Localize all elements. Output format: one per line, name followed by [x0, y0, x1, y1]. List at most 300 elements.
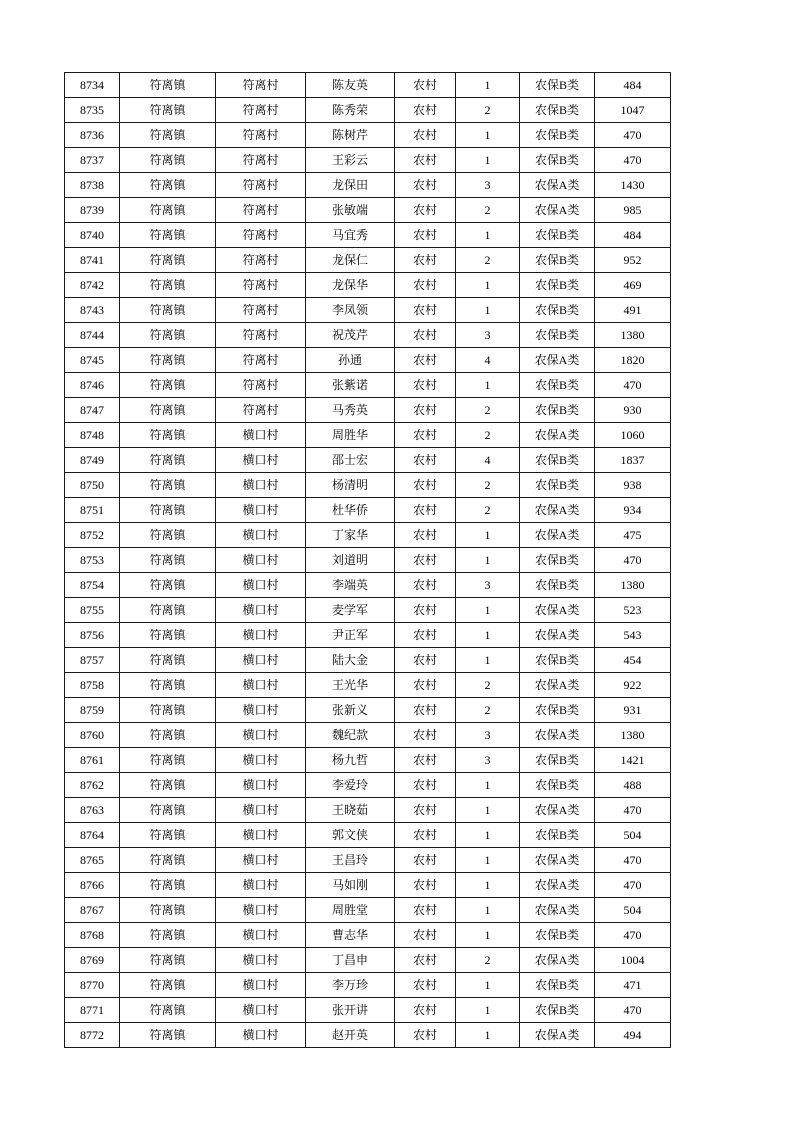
cell-town: 符离镇: [120, 498, 216, 523]
cell-village: 符离村: [216, 123, 306, 148]
cell-insurance-category: 农保B类: [520, 973, 595, 998]
cell-town: 符离镇: [120, 748, 216, 773]
cell-insurance-category: 农保A类: [520, 173, 595, 198]
cell-residence-type: 农村: [395, 173, 456, 198]
cell-person-count: 2: [456, 423, 520, 448]
table-row: [65, 748, 671, 773]
cell-amount: 470: [595, 123, 671, 148]
cell-town: 符离镇: [120, 623, 216, 648]
cell-residence-type: 农村: [395, 373, 456, 398]
cell-amount: 469: [595, 273, 671, 298]
cell-id: 8769: [65, 948, 120, 973]
cell-id: 8757: [65, 648, 120, 673]
cell-residence-type: 农村: [395, 823, 456, 848]
cell-id: 8742: [65, 273, 120, 298]
cell-id: 8747: [65, 398, 120, 423]
cell-village: 横口村: [216, 798, 306, 823]
cell-name: 孙通: [306, 348, 395, 373]
cell-id: 8758: [65, 673, 120, 698]
cell-id: 8764: [65, 823, 120, 848]
cell-id: 8749: [65, 448, 120, 473]
cell-village: 符离村: [216, 173, 306, 198]
cell-amount: 1430: [595, 173, 671, 198]
cell-town: 符离镇: [120, 423, 216, 448]
cell-amount: 543: [595, 623, 671, 648]
cell-name: 李爱玲: [306, 773, 395, 798]
cell-residence-type: 农村: [395, 998, 456, 1023]
cell-name: 张新义: [306, 698, 395, 723]
cell-town: 符离镇: [120, 573, 216, 598]
cell-amount: 494: [595, 1023, 671, 1048]
cell-amount: 1060: [595, 423, 671, 448]
cell-amount: 504: [595, 898, 671, 923]
cell-village: 横口村: [216, 998, 306, 1023]
cell-town: 符离镇: [120, 173, 216, 198]
cell-amount: 985: [595, 198, 671, 223]
cell-name: 麦学军: [306, 598, 395, 623]
cell-id: 8737: [65, 148, 120, 173]
cell-person-count: 3: [456, 748, 520, 773]
cell-name: 陈友英: [306, 73, 395, 98]
cell-id: 8760: [65, 723, 120, 748]
table-row: [65, 373, 671, 398]
cell-town: 符离镇: [120, 248, 216, 273]
cell-name: 丁昌申: [306, 948, 395, 973]
cell-town: 符离镇: [120, 398, 216, 423]
cell-residence-type: 农村: [395, 348, 456, 373]
cell-residence-type: 农村: [395, 948, 456, 973]
cell-insurance-category: 农保A类: [520, 523, 595, 548]
cell-village: 符离村: [216, 323, 306, 348]
cell-insurance-category: 农保B类: [520, 548, 595, 573]
cell-person-count: 4: [456, 448, 520, 473]
cell-id: 8768: [65, 923, 120, 948]
cell-amount: 470: [595, 873, 671, 898]
cell-person-count: 1: [456, 823, 520, 848]
table-row: [65, 573, 671, 598]
cell-residence-type: 农村: [395, 798, 456, 823]
cell-residence-type: 农村: [395, 423, 456, 448]
cell-insurance-category: 农保B类: [520, 323, 595, 348]
cell-insurance-category: 农保B类: [520, 398, 595, 423]
cell-id: 8771: [65, 998, 120, 1023]
cell-id: 8738: [65, 173, 120, 198]
cell-town: 符离镇: [120, 773, 216, 798]
cell-person-count: 3: [456, 173, 520, 198]
cell-id: 8734: [65, 73, 120, 98]
cell-amount: 491: [595, 298, 671, 323]
table-row: [65, 148, 671, 173]
cell-residence-type: 农村: [395, 448, 456, 473]
cell-name: 陆大金: [306, 648, 395, 673]
cell-village: 横口村: [216, 698, 306, 723]
table-row: [65, 273, 671, 298]
cell-insurance-category: 农保B类: [520, 98, 595, 123]
cell-name: 邵士宏: [306, 448, 395, 473]
table-row: [65, 673, 671, 698]
cell-village: 横口村: [216, 423, 306, 448]
cell-name: 尹正军: [306, 623, 395, 648]
cell-village: 符离村: [216, 73, 306, 98]
cell-residence-type: 农村: [395, 873, 456, 898]
cell-amount: 471: [595, 973, 671, 998]
cell-residence-type: 农村: [395, 498, 456, 523]
cell-id: 8743: [65, 298, 120, 323]
cell-insurance-category: 农保A类: [520, 423, 595, 448]
cell-town: 符离镇: [120, 298, 216, 323]
cell-insurance-category: 农保B类: [520, 698, 595, 723]
cell-amount: 470: [595, 548, 671, 573]
table-row: [65, 323, 671, 348]
cell-id: 8753: [65, 548, 120, 573]
cell-person-count: 1: [456, 523, 520, 548]
cell-residence-type: 农村: [395, 973, 456, 998]
cell-town: 符离镇: [120, 373, 216, 398]
cell-residence-type: 农村: [395, 298, 456, 323]
cell-residence-type: 农村: [395, 523, 456, 548]
cell-town: 符离镇: [120, 798, 216, 823]
cell-person-count: 3: [456, 323, 520, 348]
cell-id: 8735: [65, 98, 120, 123]
cell-insurance-category: 农保A类: [520, 848, 595, 873]
cell-amount: 470: [595, 798, 671, 823]
cell-village: 符离村: [216, 148, 306, 173]
cell-amount: 470: [595, 148, 671, 173]
cell-town: 符离镇: [120, 523, 216, 548]
cell-person-count: 2: [456, 473, 520, 498]
cell-amount: 1421: [595, 748, 671, 773]
cell-name: 杜华侨: [306, 498, 395, 523]
cell-person-count: 2: [456, 948, 520, 973]
cell-town: 符离镇: [120, 198, 216, 223]
cell-person-count: 4: [456, 348, 520, 373]
table-row: [65, 548, 671, 573]
cell-id: 8762: [65, 773, 120, 798]
cell-town: 符离镇: [120, 998, 216, 1023]
cell-insurance-category: 农保A类: [520, 898, 595, 923]
cell-town: 符离镇: [120, 723, 216, 748]
table-row: [65, 523, 671, 548]
cell-insurance-category: 农保B类: [520, 748, 595, 773]
cell-residence-type: 农村: [395, 473, 456, 498]
cell-amount: 470: [595, 373, 671, 398]
cell-id: 8745: [65, 348, 120, 373]
cell-insurance-category: 农保B类: [520, 648, 595, 673]
cell-name: 丁家华: [306, 523, 395, 548]
cell-residence-type: 农村: [395, 98, 456, 123]
cell-id: 8767: [65, 898, 120, 923]
cell-person-count: 1: [456, 273, 520, 298]
cell-id: 8755: [65, 598, 120, 623]
cell-person-count: 1: [456, 298, 520, 323]
cell-person-count: 1: [456, 148, 520, 173]
cell-id: 8772: [65, 1023, 120, 1048]
table-row: [65, 73, 671, 98]
cell-town: 符离镇: [120, 98, 216, 123]
cell-amount: 1380: [595, 323, 671, 348]
table-row: [65, 473, 671, 498]
cell-id: 8751: [65, 498, 120, 523]
cell-town: 符离镇: [120, 848, 216, 873]
cell-town: 符离镇: [120, 648, 216, 673]
cell-residence-type: 农村: [395, 248, 456, 273]
cell-insurance-category: 农保B类: [520, 448, 595, 473]
table-row: [65, 248, 671, 273]
cell-residence-type: 农村: [395, 623, 456, 648]
cell-town: 符离镇: [120, 598, 216, 623]
cell-village: 横口村: [216, 598, 306, 623]
cell-insurance-category: 农保B类: [520, 123, 595, 148]
cell-village: 符离村: [216, 248, 306, 273]
cell-amount: 931: [595, 698, 671, 723]
cell-insurance-category: 农保A类: [520, 1023, 595, 1048]
cell-residence-type: 农村: [395, 148, 456, 173]
table-row: [65, 1023, 671, 1048]
cell-name: 马秀英: [306, 398, 395, 423]
cell-village: 横口村: [216, 548, 306, 573]
cell-name: 王光华: [306, 673, 395, 698]
cell-person-count: 2: [456, 398, 520, 423]
cell-person-count: 1: [456, 998, 520, 1023]
cell-person-count: 1: [456, 848, 520, 873]
cell-id: 8754: [65, 573, 120, 598]
table-row: [65, 298, 671, 323]
table-row: [65, 648, 671, 673]
cell-name: 刘道明: [306, 548, 395, 573]
cell-village: 横口村: [216, 748, 306, 773]
cell-residence-type: 农村: [395, 898, 456, 923]
cell-town: 符离镇: [120, 823, 216, 848]
table-row: [65, 423, 671, 448]
cell-village: 横口村: [216, 623, 306, 648]
table-row: [65, 798, 671, 823]
cell-insurance-category: 农保B类: [520, 998, 595, 1023]
cell-amount: 454: [595, 648, 671, 673]
cell-town: 符离镇: [120, 348, 216, 373]
cell-residence-type: 农村: [395, 573, 456, 598]
cell-person-count: 1: [456, 973, 520, 998]
cell-name: 魏纪款: [306, 723, 395, 748]
table-row: [65, 498, 671, 523]
cell-residence-type: 农村: [395, 123, 456, 148]
cell-town: 符离镇: [120, 948, 216, 973]
cell-person-count: 2: [456, 198, 520, 223]
cell-village: 横口村: [216, 673, 306, 698]
table-row: [65, 898, 671, 923]
cell-insurance-category: 农保A类: [520, 673, 595, 698]
cell-insurance-category: 农保B类: [520, 148, 595, 173]
cell-town: 符离镇: [120, 123, 216, 148]
cell-name: 张紫诺: [306, 373, 395, 398]
records-table-body: [65, 73, 671, 1048]
cell-amount: 1380: [595, 573, 671, 598]
cell-person-count: 1: [456, 223, 520, 248]
cell-residence-type: 农村: [395, 673, 456, 698]
cell-name: 祝茂芹: [306, 323, 395, 348]
cell-town: 符离镇: [120, 73, 216, 98]
cell-person-count: 2: [456, 98, 520, 123]
cell-residence-type: 农村: [395, 198, 456, 223]
cell-insurance-category: 农保B类: [520, 473, 595, 498]
cell-residence-type: 农村: [395, 273, 456, 298]
cell-village: 横口村: [216, 498, 306, 523]
cell-name: 王昌玲: [306, 848, 395, 873]
cell-person-count: 1: [456, 898, 520, 923]
cell-village: 横口村: [216, 923, 306, 948]
cell-village: 符离村: [216, 223, 306, 248]
cell-amount: 934: [595, 498, 671, 523]
cell-person-count: 1: [456, 923, 520, 948]
table-row: [65, 598, 671, 623]
cell-amount: 1380: [595, 723, 671, 748]
cell-town: 符离镇: [120, 448, 216, 473]
cell-village: 横口村: [216, 898, 306, 923]
cell-name: 龙保仁: [306, 248, 395, 273]
cell-name: 赵开英: [306, 1023, 395, 1048]
cell-village: 横口村: [216, 848, 306, 873]
cell-id: 8763: [65, 798, 120, 823]
cell-town: 符离镇: [120, 273, 216, 298]
table-row: [65, 973, 671, 998]
cell-name: 曹志华: [306, 923, 395, 948]
cell-person-count: 1: [456, 123, 520, 148]
cell-id: 8765: [65, 848, 120, 873]
cell-insurance-category: 农保B类: [520, 248, 595, 273]
cell-insurance-category: 农保A类: [520, 598, 595, 623]
cell-town: 符离镇: [120, 873, 216, 898]
table-row: [65, 698, 671, 723]
cell-amount: 484: [595, 223, 671, 248]
cell-insurance-category: 农保B类: [520, 73, 595, 98]
cell-village: 符离村: [216, 98, 306, 123]
cell-village: 横口村: [216, 648, 306, 673]
cell-insurance-category: 农保A类: [520, 873, 595, 898]
cell-town: 符离镇: [120, 1023, 216, 1048]
cell-amount: 504: [595, 823, 671, 848]
table-row: [65, 123, 671, 148]
cell-amount: 523: [595, 598, 671, 623]
cell-amount: 1047: [595, 98, 671, 123]
cell-insurance-category: 农保B类: [520, 823, 595, 848]
table-row: [65, 948, 671, 973]
cell-id: 8750: [65, 473, 120, 498]
cell-id: 8739: [65, 198, 120, 223]
cell-amount: 470: [595, 848, 671, 873]
cell-amount: 1837: [595, 448, 671, 473]
cell-insurance-category: 农保A类: [520, 623, 595, 648]
cell-name: 郭文侠: [306, 823, 395, 848]
cell-residence-type: 农村: [395, 773, 456, 798]
cell-insurance-category: 农保A类: [520, 723, 595, 748]
cell-village: 横口村: [216, 1023, 306, 1048]
records-table: [64, 72, 671, 1048]
table-row: [65, 98, 671, 123]
cell-amount: 922: [595, 673, 671, 698]
cell-insurance-category: 农保B类: [520, 573, 595, 598]
cell-person-count: 1: [456, 373, 520, 398]
cell-person-count: 2: [456, 248, 520, 273]
cell-town: 符离镇: [120, 898, 216, 923]
cell-village: 符离村: [216, 273, 306, 298]
cell-person-count: 1: [456, 798, 520, 823]
cell-amount: 952: [595, 248, 671, 273]
cell-name: 马宜秀: [306, 223, 395, 248]
cell-village: 横口村: [216, 823, 306, 848]
cell-person-count: 3: [456, 723, 520, 748]
cell-town: 符离镇: [120, 323, 216, 348]
cell-id: 8748: [65, 423, 120, 448]
cell-id: 8756: [65, 623, 120, 648]
cell-village: 横口村: [216, 873, 306, 898]
cell-insurance-category: 农保B类: [520, 298, 595, 323]
cell-town: 符离镇: [120, 923, 216, 948]
cell-residence-type: 农村: [395, 598, 456, 623]
cell-residence-type: 农村: [395, 698, 456, 723]
cell-person-count: 2: [456, 498, 520, 523]
cell-amount: 470: [595, 923, 671, 948]
cell-insurance-category: 农保B类: [520, 373, 595, 398]
cell-name: 周胜华: [306, 423, 395, 448]
cell-insurance-category: 农保B类: [520, 923, 595, 948]
cell-village: 符离村: [216, 198, 306, 223]
table-row: [65, 873, 671, 898]
cell-person-count: 1: [456, 73, 520, 98]
cell-person-count: 1: [456, 648, 520, 673]
cell-residence-type: 农村: [395, 648, 456, 673]
cell-name: 陈秀荣: [306, 98, 395, 123]
cell-amount: 488: [595, 773, 671, 798]
table-row: [65, 398, 671, 423]
table-row: [65, 823, 671, 848]
cell-town: 符离镇: [120, 148, 216, 173]
cell-town: 符离镇: [120, 973, 216, 998]
cell-town: 符离镇: [120, 698, 216, 723]
cell-amount: 475: [595, 523, 671, 548]
cell-name: 李凤领: [306, 298, 395, 323]
cell-residence-type: 农村: [395, 848, 456, 873]
cell-person-count: 1: [456, 623, 520, 648]
table-row: [65, 773, 671, 798]
cell-person-count: 2: [456, 673, 520, 698]
cell-name: 李万珍: [306, 973, 395, 998]
table-row: [65, 448, 671, 473]
cell-residence-type: 农村: [395, 1023, 456, 1048]
table-row: [65, 723, 671, 748]
cell-village: 横口村: [216, 773, 306, 798]
cell-town: 符离镇: [120, 473, 216, 498]
table-row: [65, 223, 671, 248]
cell-town: 符离镇: [120, 548, 216, 573]
cell-village: 横口村: [216, 448, 306, 473]
cell-insurance-category: 农保B类: [520, 223, 595, 248]
cell-person-count: 1: [456, 598, 520, 623]
cell-insurance-category: 农保A类: [520, 198, 595, 223]
cell-residence-type: 农村: [395, 223, 456, 248]
cell-village: 横口村: [216, 523, 306, 548]
cell-insurance-category: 农保A类: [520, 798, 595, 823]
cell-village: 符离村: [216, 348, 306, 373]
cell-residence-type: 农村: [395, 723, 456, 748]
cell-id: 8766: [65, 873, 120, 898]
cell-name: 陈树芹: [306, 123, 395, 148]
cell-id: 8736: [65, 123, 120, 148]
cell-amount: 1004: [595, 948, 671, 973]
cell-person-count: 1: [456, 548, 520, 573]
table-row: [65, 198, 671, 223]
cell-name: 李端英: [306, 573, 395, 598]
cell-residence-type: 农村: [395, 748, 456, 773]
cell-residence-type: 农村: [395, 323, 456, 348]
